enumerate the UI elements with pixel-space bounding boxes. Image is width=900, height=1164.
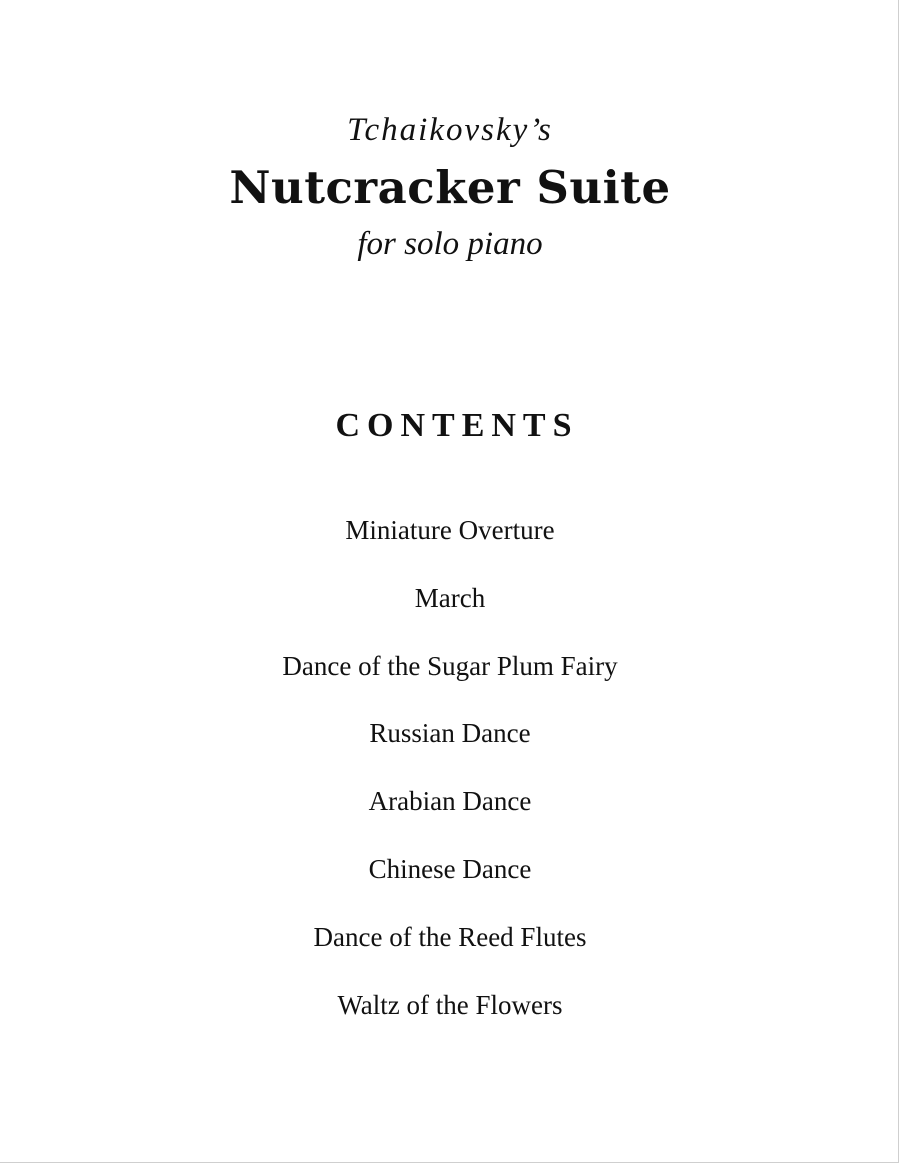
contents-item: Waltz of the Flowers xyxy=(337,989,563,1020)
contents-heading: CONTENTS xyxy=(335,407,579,444)
contents-item: Dance of the Sugar Plum Fairy xyxy=(282,650,618,681)
composer-line: Tchaikovsky’s xyxy=(347,112,553,148)
contents-item: Dance of the Reed Flutes xyxy=(313,921,587,952)
contents-item: Chinese Dance xyxy=(368,853,532,884)
page-title: Nutcracker Suite xyxy=(229,161,671,214)
contents-item: Miniature Overture xyxy=(345,515,555,545)
contents-item: March xyxy=(414,582,486,613)
contents-list xyxy=(0,508,900,1050)
page-subtitle: for solo piano xyxy=(357,226,543,262)
contents-item: Arabian Dance xyxy=(368,786,532,817)
contents-item: Russian Dance xyxy=(369,718,531,749)
